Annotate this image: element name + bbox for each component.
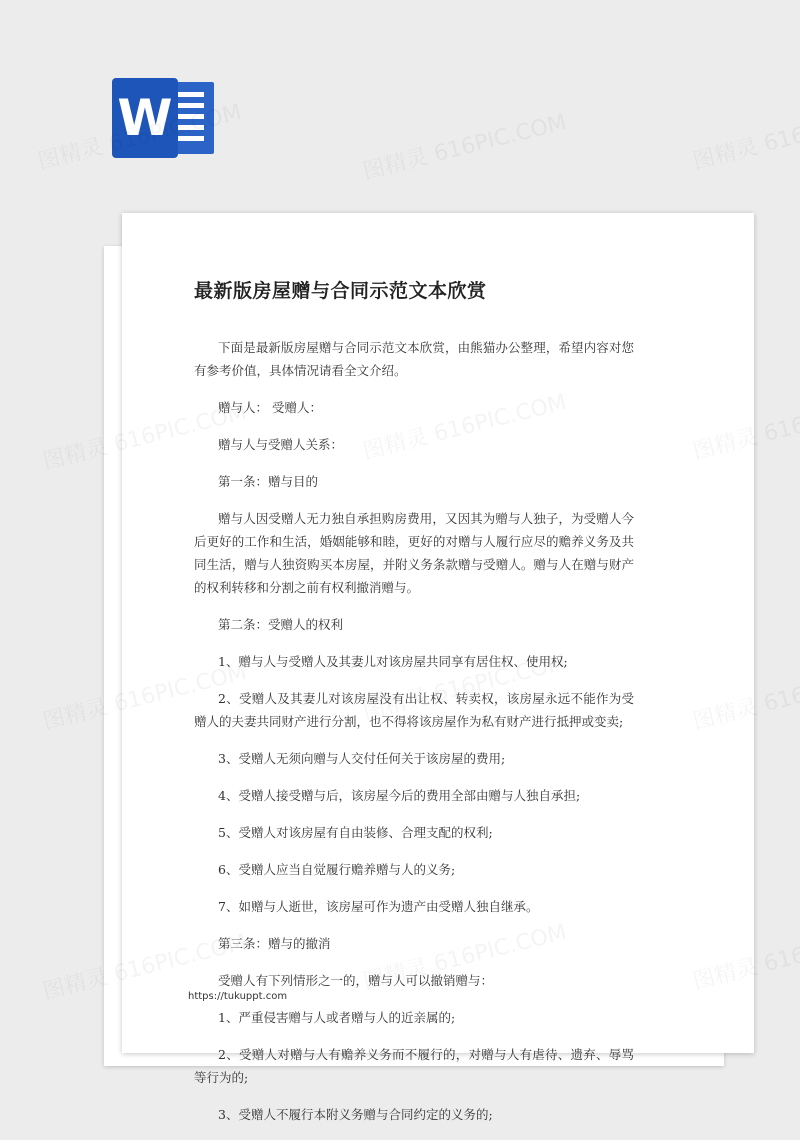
document-title: 最新版房屋赠与合同示范文本欣赏: [194, 280, 487, 302]
watermark-text: [689, 95, 800, 176]
word-document-icon: [112, 78, 216, 158]
paragraph: 2、受赠人及其妻儿对该房屋没有出让权、转卖权，该房屋永远不能作为受赠人的夫妻共同财产进行分割，也不得将该房屋作为私有财产进行抵押或变卖;: [194, 691, 634, 729]
watermark-text: [359, 105, 569, 186]
document-body: [194, 336, 634, 1126]
paragraph: 赠与人因受赠人无力独自承担购房费用，又因其为赠与人独子，为受赠人今后更好的工作和生活，婚姻能够和睦，更好的对赠与人履行应尽的赡养义务及共同生活，赠与人独资购买本房屋，并附义务条款赠与受赠人。赠与人在赠与财产的权利转移和分割之前有权利撤消赠与。: [194, 511, 634, 595]
paragraph: 受赠人有下列情形之一的，赠与人可以撤销赠与：: [218, 973, 494, 988]
paragraph: 4、受赠人接受赠与后，该房屋今后的费用全部由赠与人独自承担;: [218, 788, 581, 803]
paragraph: 第二条：受赠人的权利: [218, 617, 344, 632]
paragraph: 6、受赠人应当自觉履行赡养赠与人的义务;: [218, 862, 456, 877]
paragraph: 下面是最新版房屋赠与合同示范文本欣赏，由熊猫办公整理，希望内容对您有参考价值，具体情况请看全文介绍。: [194, 340, 634, 378]
paragraph: 5、受赠人对该房屋有自由装修、合理支配的权利;: [218, 825, 493, 840]
paragraph: 1、严重侵害赠与人或者赠与人的近亲属的;: [218, 1010, 456, 1025]
paragraph: 3、受赠人无须向赠与人交付任何关于该房屋的费用;: [218, 751, 506, 766]
paragraph: 第一条：赠与目的: [218, 474, 319, 489]
paragraph: 赠与人： 受赠人：: [218, 400, 322, 415]
paragraph: 赠与人与受赠人关系：: [218, 437, 344, 452]
paragraph: 3、受赠人不履行本附义务赠与合同约定的义务的;: [218, 1107, 493, 1122]
footer-link[interactable]: https://tukuppt.com: [188, 991, 288, 1002]
paragraph: 7、如赠与人逝世，该房屋可作为遗产由受赠人独自继承。: [218, 899, 539, 914]
paragraph: 2、受赠人对赠与人有赡养义务而不履行的，对赠与人有虐待、遗弃、辱骂等行为的;: [194, 1047, 634, 1085]
paragraph: 1、赠与人与受赠人及其妻儿对该房屋共同享有居住权、使用权;: [218, 654, 568, 669]
word-letter-badge: W: [112, 78, 178, 158]
document-content: [194, 276, 634, 1140]
paragraph: 第三条：赠与的撤消: [218, 936, 331, 951]
